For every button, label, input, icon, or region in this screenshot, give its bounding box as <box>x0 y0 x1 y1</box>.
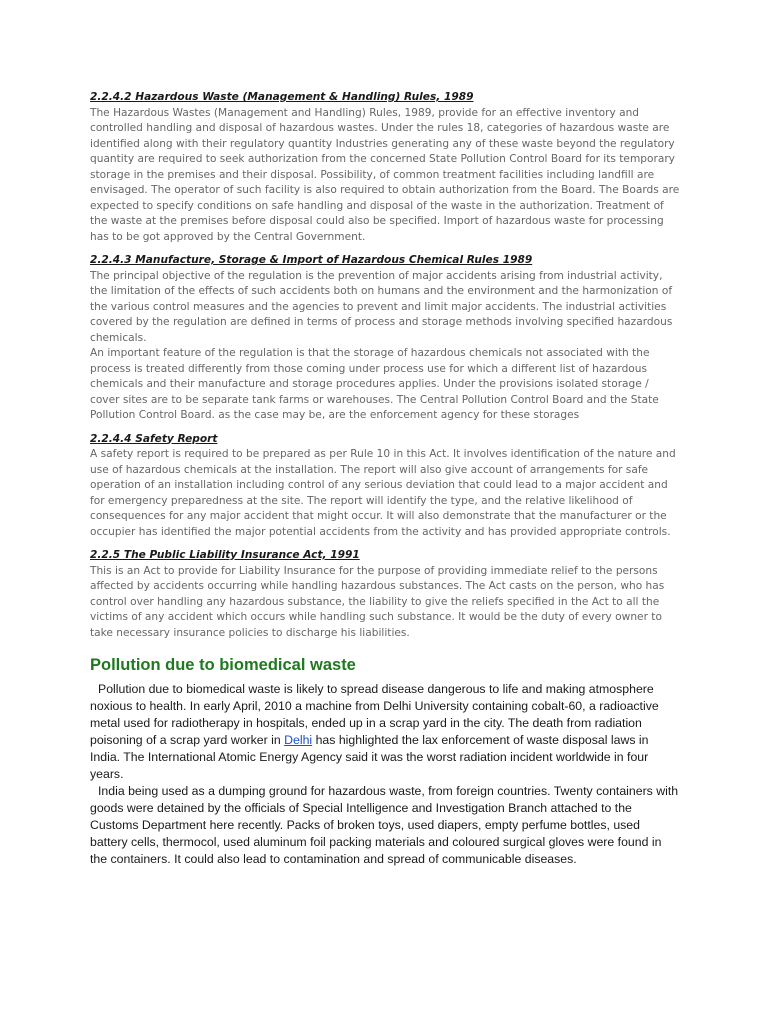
biomedical-heading: Pollution due to biomedical waste <box>90 656 356 674</box>
section-paragraph: The Hazardous Wastes (Management and Handling) Rules, 1989, provide for an effective inventory and controlled handling and disposal of hazardous wastes. Under the rules 18, categories of hazardous waste are identified along with their regulatory quantity Industries generating any of these waste beyond the regulatory quantity are required to seek authorization from the concerned State Pollution Control Board for its temporary storage in the premises and their disposal. Possibility, of common treatment facilities including landfill are envisaged. The operator of such facility is also required to obtain authorization from the Board. The Boards are expected to specify conditions on safe handling and disposal of the waste in the authorization. Treatment of the waste at the premises before disposal could also be specified. Import of hazardous waste for processing has to be got approved by the Central Government. <box>90 106 680 243</box>
section-safety-report <box>90 432 680 541</box>
biomedical-paragraph-2: India being used as a dumping ground for hazardous waste, from foreign countries. Twenty containers with goods were detained by the officials of Special Intelligence and Investigation Branch attached to the Customs Department here recently. Packs of broken toys, used diapers, empty perfume bottles, used battery cells, thermocol, used aluminum foil packing materials and coloured surgical gloves were found in the containers. It could also lead to contamination and spread of communicable diseases. <box>90 784 679 866</box>
section-hazardous-chemical-rules <box>90 253 680 424</box>
section-heading: 2.2.4.4 Safety Report <box>90 432 218 445</box>
document-page <box>90 90 680 868</box>
section-paragraph: This is an Act to provide for Liability Insurance for the purpose of providing immediate relief to the persons affected by accidents occurring while handling hazardous substances. The Act casts on the person, who has control over handling any hazardous substance, the liability to give the reliefs specified in the Act to all the victims of any accident which occurs while handling such substance. It would be the duty of every owner to take necessary insurance policies to discharge his liabilities. <box>90 564 665 639</box>
section-paragraph: An important feature of the regulation is that the storage of hazardous chemicals not associated with the process is treated differently from those coming under process use for which a different list of hazardous chemicals and their manufacture and storage procedures applies. Under the provisions isolated storage / cover sites are to be separate tank farms or warehouses. The Central Pollution Control Board and the State Pollution Control Board. as the case may be, are the enforcement agency for these storages <box>90 347 659 421</box>
paragraph-text: has highlighted the lax enforcement of waste disposal laws in India. The International Atomic Energy Agency said it was the worst radiation incident worldwide in four years. <box>90 733 649 781</box>
section-heading: 2.2.5 The Public Liability Insurance Act, 1991 <box>90 549 360 561</box>
section-paragraph: The principal objective of the regulation is the prevention of major accidents arising from industrial activity, the limitation of the effects of such accidents both on humans and the environment and the harmonization of the various control measures and the agencies to prevent and limit major accidents. The industrial activities covered by the regulation are defined in terms of process and storage methods involving specified hazardous chemicals. <box>90 269 673 344</box>
biomedical-paragraph-1 <box>90 681 680 783</box>
section-heading: 2.2.4.3 Manufacture, Storage & Import of Hazardous Chemical Rules 1989 <box>90 254 533 266</box>
delhi-link[interactable]: Delhi <box>284 733 313 747</box>
paragraph-text: Pollution due to biomedical waste is likely to spread disease dangerous to life and making atmosphere noxious to health. In early April, 2010 a machine from Delhi University containing cobalt-60, a radioactive metal used for radiotherapy in hospitals, ended up in a scrap yard in the city. The death from radiation poisoning of a scrap yard worker in <box>90 682 659 747</box>
section-public-liability-act <box>90 548 680 641</box>
section-paragraph: A safety report is required to be prepared as per Rule 10 in this Act. It involves identification of the nature and use of hazardous chemicals at the installation. The report will also give account of arrangements for safe operation of an installation including control of any serious deviation that could lead to a major accident and for emergency preparedness at the site. The report will identify the type, and the relative likelihood of consequences for any major accident that might occur. It will also demonstrate that the manufacturer or the occupier has identified the major potential accidents from the activity and has provided appropriate controls. <box>90 448 676 538</box>
section-heading: 2.2.4.2 Hazardous Waste (Management & Handling) Rules, 1989 <box>90 91 474 103</box>
section-hazardous-waste-rules <box>90 90 680 245</box>
